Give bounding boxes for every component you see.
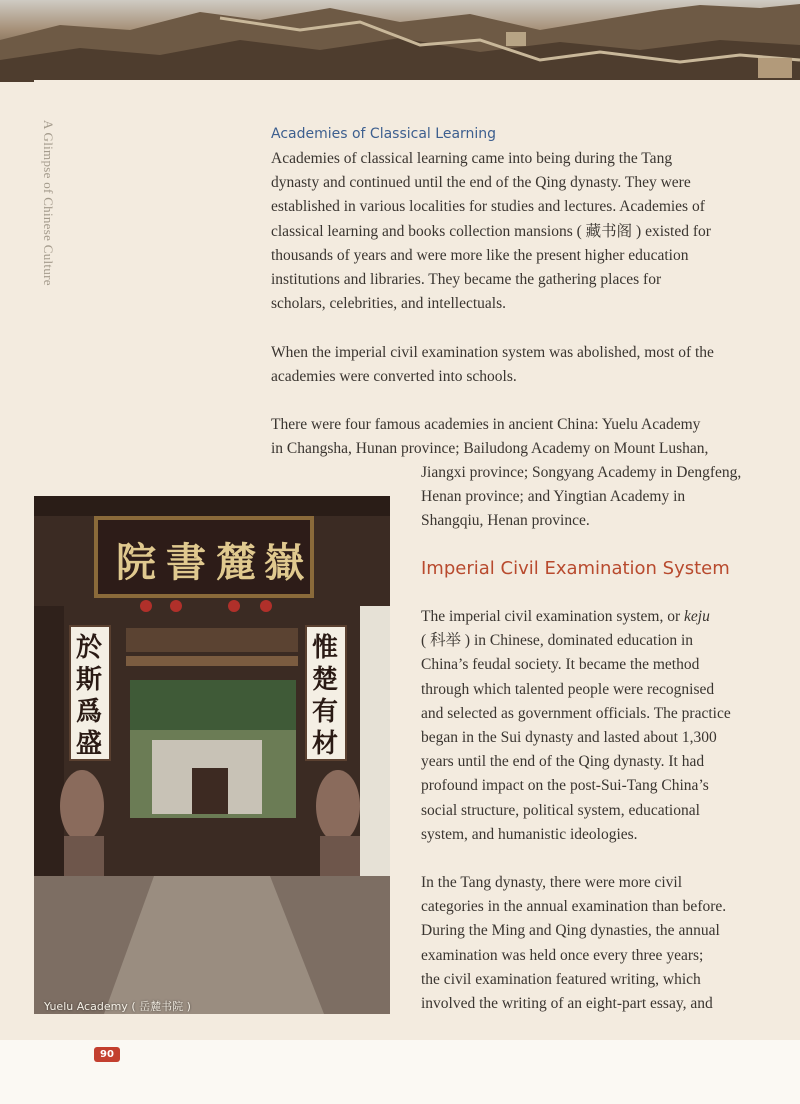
svg-text:爲: 爲 [76, 697, 103, 727]
text-line: profound impact on the post-Sui-Tang China’s [421, 777, 709, 795]
section-heading-academies: Academies of Classical Learning [271, 126, 497, 142]
text-line: system, and humanistic ideologies. [421, 825, 638, 843]
text-line: dynasty and continued until the end of the Qing dynasty. They were [271, 174, 691, 192]
text-line: through which talented people were recognised [421, 680, 715, 698]
svg-text:楚: 楚 [312, 665, 339, 695]
text-line: When the imperial civil examination system was abolished, most of the [271, 344, 714, 361]
text-line: Jiangxi province; Songyang Academy in Dengfeng, [421, 464, 742, 481]
text-line: and selected as government officials. The practice [421, 704, 731, 722]
photo-caption: Yuelu Academy ( 岳麓书院 ) [44, 1000, 191, 1013]
keju-term: keju [684, 608, 710, 625]
svg-text:材: 材 [312, 729, 339, 759]
text-line: categories in the annual examination than before. [421, 898, 727, 916]
svg-text:有: 有 [312, 697, 339, 727]
text-line: The imperial civil examination system, or keju [421, 608, 710, 625]
text-line: Academies of classical learning came into being during the Tang [271, 150, 673, 167]
examination-paragraph-2 [421, 871, 726, 1016]
text-line: began in the Sui dynasty and lasted about 1,300 [421, 729, 717, 747]
text-line: Henan province; and Yingtian Academy in [421, 488, 686, 506]
academies-paragraph-3b [421, 461, 741, 534]
text-line: social structure, political system, educational [421, 801, 700, 819]
svg-text:盛: 盛 [76, 729, 103, 759]
text-line: ( 科举 ) in Chinese, dominated education in [421, 632, 694, 650]
text-line: in Changsha, Hunan province; Bailudong Academy on Mount Lushan, [271, 440, 709, 458]
text-line: China’s feudal society. It became the method [421, 656, 700, 674]
running-title: A Glimpse of Chinese Culture [41, 120, 56, 286]
academy-gate-illustration [34, 496, 390, 1014]
page-number-badge: 90 [94, 1047, 120, 1062]
text-line: There were four famous academies in ancient China: Yuelu Academy [271, 416, 701, 433]
text-line: involved the writing of an eight-part essay, and [421, 995, 713, 1013]
academies-paragraph-1 [271, 147, 711, 316]
header-banner-image [0, 0, 800, 82]
text-line: the civil examination featured writing, which [421, 970, 701, 988]
svg-text:嶽: 嶽 [264, 539, 304, 586]
text-line: years until the end of the Qing dynasty. It had [421, 753, 705, 771]
yuelu-academy-photo [34, 496, 390, 1014]
text-line: established in various localities for studies and lectures. Academies of [271, 198, 705, 216]
text-line: thousands of years and were more like the present higher education [271, 246, 689, 264]
text-line: Shangqiu, Henan province. [421, 512, 590, 530]
text-line: examination was held once every three years; [421, 946, 704, 964]
text-line: scholars, celebrities, and intellectuals. [271, 295, 506, 313]
text-line: academies were converted into schools. [271, 368, 517, 386]
examination-paragraph-1 [421, 605, 731, 847]
section-heading-examination: Imperial Civil Examination System [421, 558, 730, 579]
svg-text:於: 於 [76, 633, 103, 663]
svg-text:斯: 斯 [76, 665, 103, 695]
academies-paragraph-2 [271, 341, 714, 389]
text-line: institutions and libraries. They became the gathering places for [271, 271, 662, 289]
text-line: classical learning and books collection mansions ( 藏书阁 ) existed for [271, 222, 711, 240]
text-line: In the Tang dynasty, there were more civil [421, 874, 683, 891]
left-margin [0, 82, 34, 1040]
svg-text:惟: 惟 [312, 633, 339, 663]
svg-text:書: 書 [166, 539, 206, 586]
text-line: During the Ming and Qing dynasties, the annual [421, 922, 720, 940]
svg-text:院: 院 [116, 539, 156, 586]
great-wall-illustration [0, 0, 800, 82]
svg-text:麓: 麓 [216, 539, 256, 586]
academies-paragraph-3a [271, 413, 708, 461]
